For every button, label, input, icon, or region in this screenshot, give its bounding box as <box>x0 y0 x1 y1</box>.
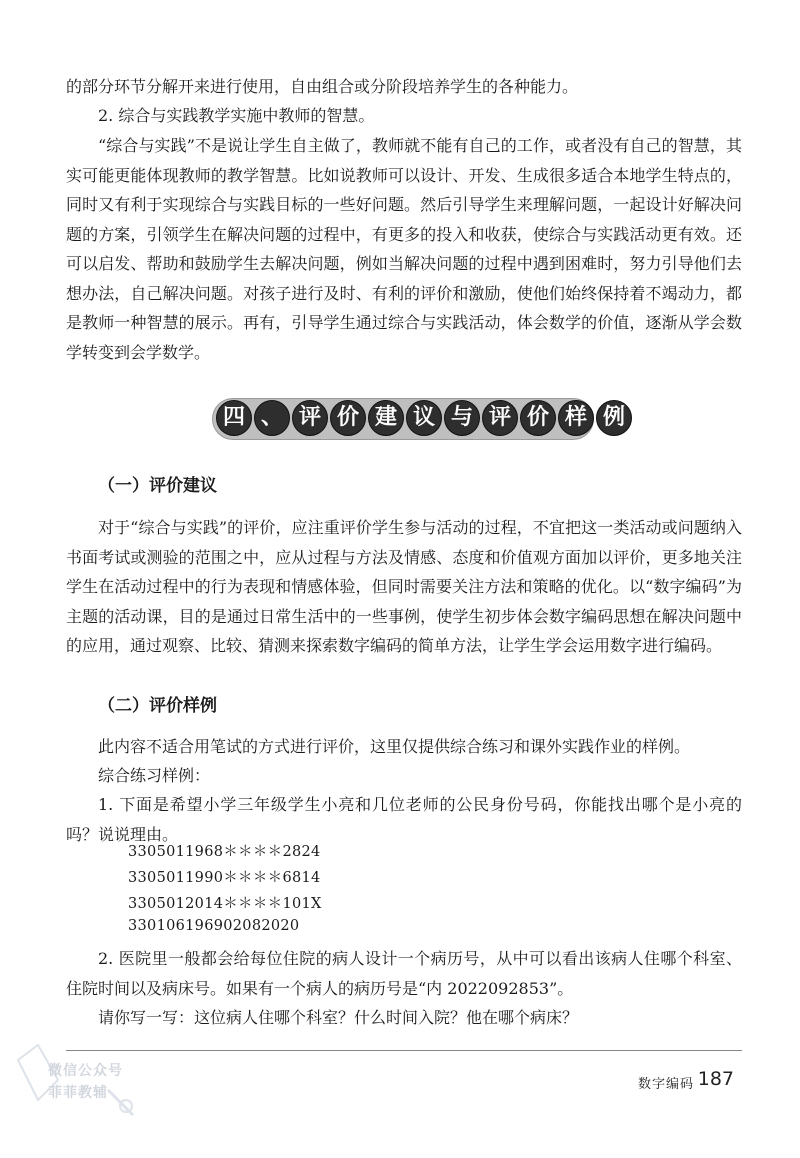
id-code-1: 3305011968＊＊＊＊2824 <box>128 844 321 860</box>
section-heading <box>0 396 800 442</box>
question-2: 2. 医院里一般都会给每位住院的病人设计一个病历号，从中可以看出该病人住哪个科室、住院时间以及病床号。如果有一个病人的病历号是“内 2022092853”。 <box>66 949 742 998</box>
heading-char: 样 <box>558 400 594 436</box>
id-code-3: 3305012014＊＊＊＊101X <box>128 896 322 912</box>
subsection-title-suggestions: （一）评价建议 <box>98 476 217 496</box>
heading-char: 例 <box>596 400 632 436</box>
page-number: 187 <box>697 1068 734 1090</box>
paragraph-evaluation-suggestions: 对于“综合与实践”的评价，应注重评价学生参与活动的过程，不宜把这一类活动或问题纳入书面考试或测验的范围之中，应从过程与方法及情感、态度和价值观方面加以评价，更多地关注学生在活动过程中的行为表现和情感体验，但同时需要关注方法和策略的优化。以“数字编码”为主题的活动课，目的是通过日常生活中的一些事例，使学生初步体会数字编码思想在解决问题中的应用，通过观察、比较、猜测来探索数字编码的简单方法，让学生学会运用数字进行编码。 <box>66 518 742 655</box>
question-1: 1. 下面是希望小学三年级学生小亮和几位老师的公民身份号码，你能找出哪个是小亮的吗？说说理由。 <box>66 795 742 844</box>
heading-char: 价 <box>520 400 556 436</box>
watermark-line-2: 菲菲教辅 <box>48 1085 108 1101</box>
footer-divider <box>66 1050 742 1051</box>
watermark-line-1: 微信公众号 <box>48 1063 123 1079</box>
heading-char: 评 <box>292 400 328 436</box>
id-code-2: 3305011990＊＊＊＊6814 <box>128 870 321 886</box>
section-heading-title <box>216 400 632 436</box>
paragraph-item-2: 2. 综合与实践教学实施中教师的智慧。 <box>98 106 375 125</box>
examples-label: 综合练习样例： <box>98 766 211 785</box>
paragraph-teacher-wisdom: “综合与实践”不是说让学生自主做了，教师就不能有自己的工作，或者没有自己的智慧，其实可能更能体现教师的教学智慧。比如说教师可以设计、开发、生成很多适合本地学生特点的，同时又有利于实现综合与实践目标的一些好问题。然后引导学生来理解问题，一起设计好解决问题的方案，引领学生在解决问题的过程中，有更多的投入和收获，使综合与实践活动更有效。还可以启发、帮助和鼓励学生去解决问题，例如当解决问题的过程中遇到困难时，努力引导他们去想办法，自己解决问题。对孩子进行及时、有利的评价和激励，使他们始终保持着不竭动力，都是教师一种智慧的展示。再有，引导学生通过综合与实践活动，体会数学的价值，逐渐从学会数学转变到会学数学。 <box>66 136 742 362</box>
question-2-prompt: 请你写一写：这位病人住哪个科室？什么时间入院？他在哪个病床？ <box>98 1008 579 1027</box>
paragraph-examples-intro: 此内容不适合用笔试的方式进行评价，这里仅提供综合练习和课外实践作业的样例。 <box>98 737 691 756</box>
paragraph-continuation: 的部分环节分解开来进行使用，自由组合或分阶段培养学生的各种能力。 <box>66 77 579 96</box>
heading-char: 与 <box>444 400 480 436</box>
watermark <box>8 1020 148 1120</box>
heading-char: 四 <box>216 400 252 436</box>
subsection-title-examples: （二）评价样例 <box>98 696 217 716</box>
id-code-4: 330106196902082020 <box>128 918 300 934</box>
heading-char: 评 <box>482 400 518 436</box>
heading-char: 建 <box>368 400 404 436</box>
footer-chapter-title: 数字编码 <box>637 1077 694 1092</box>
heading-char: 议 <box>406 400 442 436</box>
heading-char: 、 <box>254 400 290 436</box>
heading-char: 价 <box>330 400 366 436</box>
